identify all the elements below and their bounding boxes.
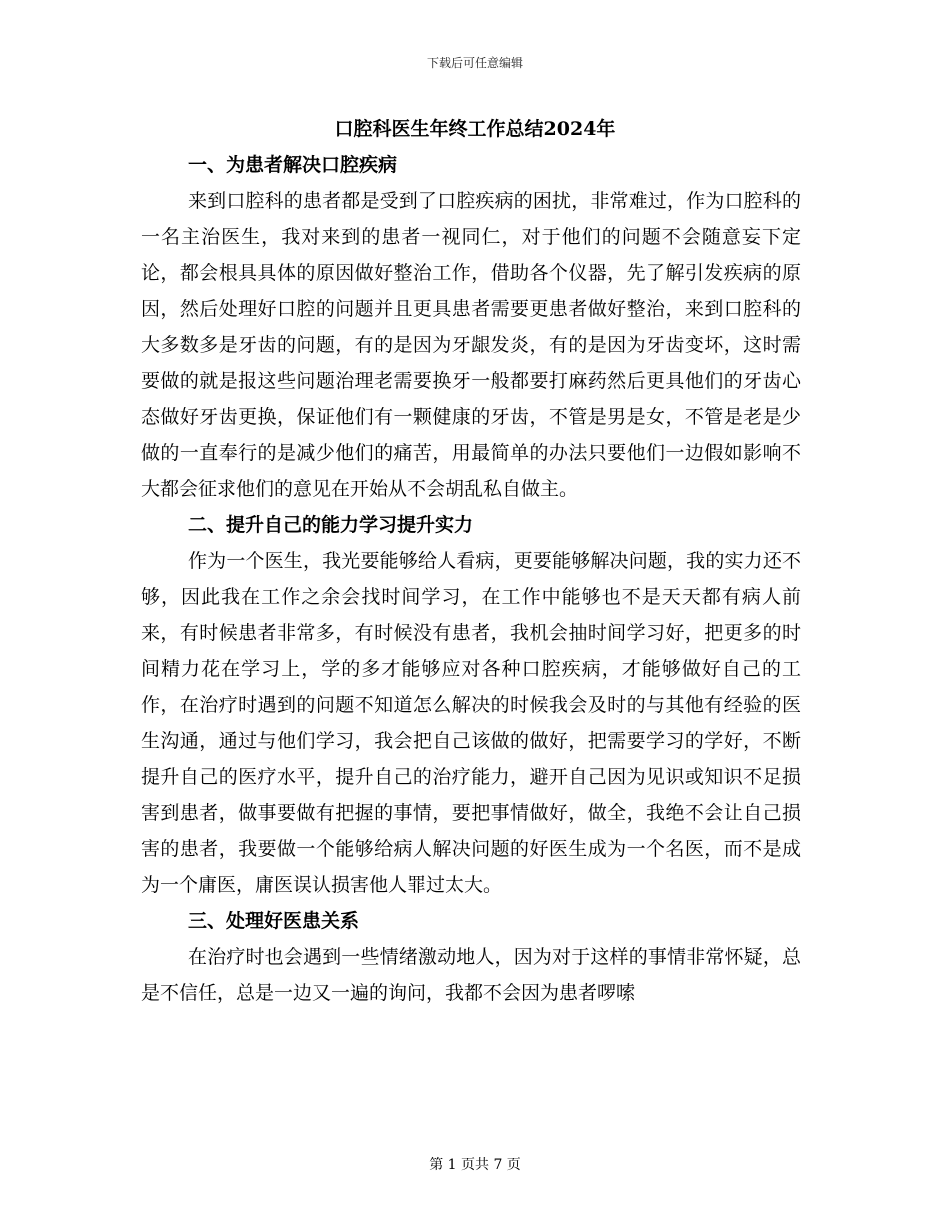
page-footer: 第 1 页共 7 页 <box>429 1157 521 1173</box>
page-header: 下载后可任意编辑 <box>426 56 523 70</box>
section-heading-3: 三、处理好医患关系 <box>188 910 360 932</box>
section-heading-1: 一、为患者解决口腔疾病 <box>188 154 398 176</box>
document-body <box>141 147 801 1011</box>
document-title: 口腔科医生年终工作总结2024年 <box>334 118 616 140</box>
section-paragraph-2: 作为一个医生，我光要能够给人看病，更要能够解决问题，我的实力还不够，因此我在工作之余会找时间学习，在工作中能够也不是天天都有病人前来，有时候患者非常多，有时候没有患者，我机会抽时间学习好，把更多的时间精力花在学习上，学的多才能够应对各种口腔疾病，才能够做好自己的工作，在治疗时遇到的问题不知道怎么解决的时候我会及时的与其他有经验的医生沟通，通过与他们学习，我会把自己该做的做好，把需要学习的学好，不断提升自己的医疗水平，提升自己的治疗能力，避开自己因为见识或知识不足损害到患者，做事要做有把握的事情，要把事情做好，做全，我绝不会让自己损害的患者，我要做一个能够给病人解决问题的好医生成为一个名医，而不是成为一个庸医，庸医误认损害他人罪过太大。 <box>141 550 801 896</box>
section-paragraph-3: 在治疗时也会遇到一些情绪激动地人，因为对于这样的事情非常怀疑，总是不信任，总是一边又一遍的询问，我都不会因为患者啰嗦 <box>141 946 801 1004</box>
section-heading-2: 二、提升自己的能力学习提升实力 <box>188 514 474 536</box>
section-paragraph-1: 来到口腔科的患者都是受到了口腔疾病的困扰，非常难过，作为口腔科的一名主治医生，我对来到的患者一视同仁，对于他们的问题不会随意妄下定论，都会根具具体的原因做好整治工作，借助各个仪器，先了解引发疾病的原因，然后处理好口腔的问题并且更具患者需要更患者做好整治，来到口腔科的大多数多是牙齿的问题，有的是因为牙龈发炎，有的是因为牙齿变坏，这时需要做的就是报这些问题治理老需要换牙一般都要打麻药然后更具他们的牙齿心态做好牙齿更换，保证他们有一颗健康的牙齿，不管是男是女，不管是老是少做的一直奉行的是减少他们的痛苦，用最简单的办法只要他们一边假如影响不大都会征求他们的意见在开始从不会胡乱私自做主。 <box>141 190 801 500</box>
